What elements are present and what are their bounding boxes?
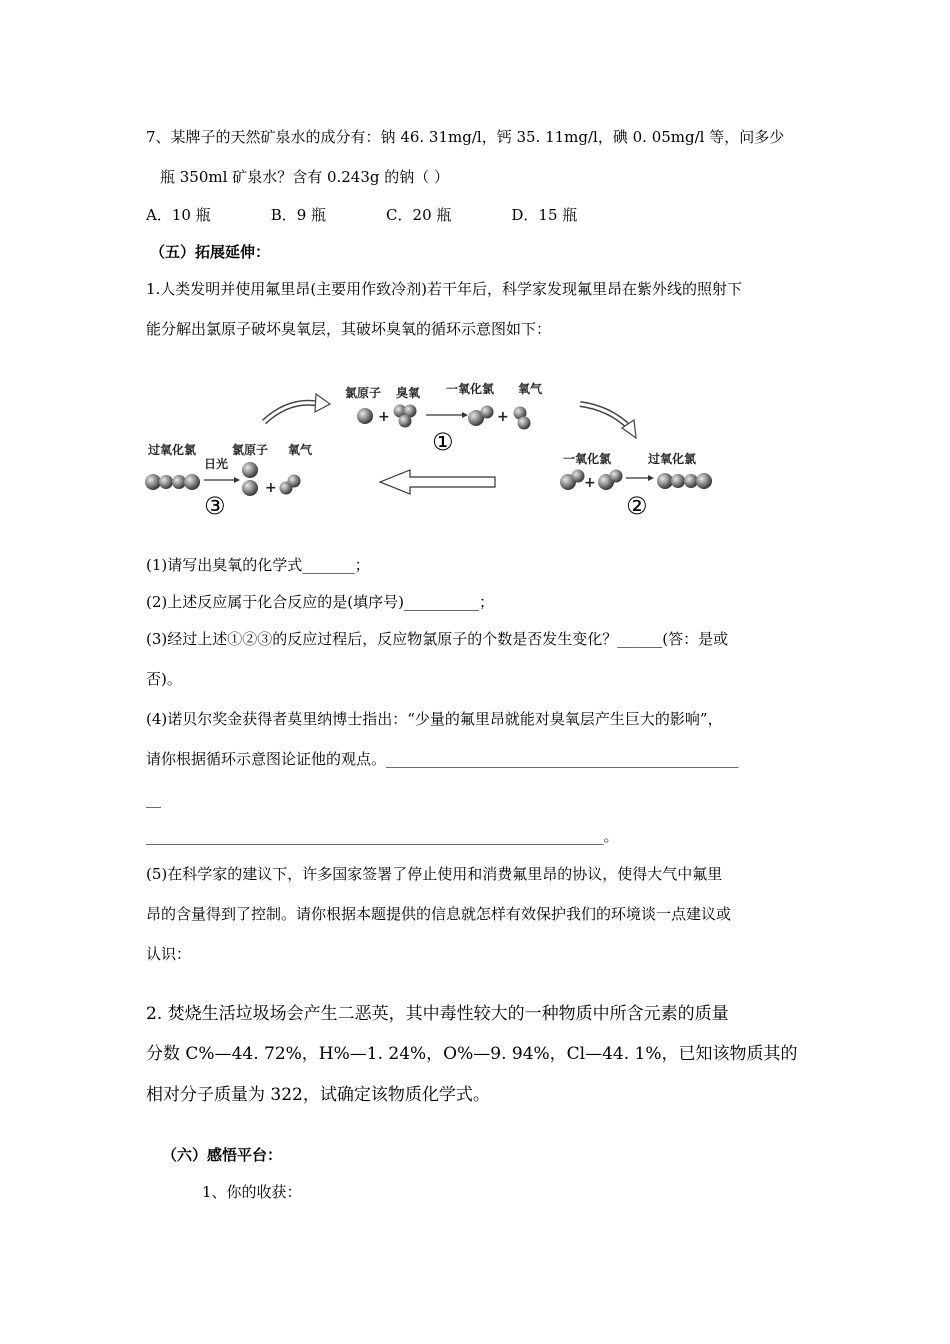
question-2: (2)上述反应属于化合反应的是(填序号)__________； (146, 593, 494, 611)
ozone-molecule (394, 405, 417, 428)
question-5-line1: (5)在科学家的建议下，许多国家签署了停止使用和消费氟里昂的协议，使得大气中氟里 (146, 865, 723, 883)
label-cl-atom-1: 氯原子 (345, 386, 382, 400)
q7-option-d: D．15 瓶 (511, 206, 578, 224)
plus-sign-4: + (584, 475, 596, 491)
clo-molecule-2 (560, 470, 585, 491)
label-peroxide-1: 过氧化氯 (148, 443, 197, 457)
question-4-line4: _____________________________________________________________。 (146, 827, 619, 845)
label-cl-atom-2: 氯原子 (232, 443, 269, 457)
q2-line1: 2. 焚烧生活垃圾场会产生二恶英，其中毒性较大的一种物质中所含元素的质量 (146, 1004, 729, 1024)
q7-line2: 瓶 350ml 矿泉水？含有 0.243g 的钠（ ） (160, 168, 450, 186)
question-5-line2: 昂的含量得到了控制。请你根据本题提供的信息就怎样有效保护我们的环境谈一点建议或 (146, 905, 732, 923)
clo-molecule-1 (468, 406, 494, 427)
section5-q1-line2: 能分解出氯原子破坏臭氧层，其破坏臭氧的循环示意图如下： (146, 320, 552, 338)
hollow-arrow-left-icon (380, 470, 495, 494)
step-mark-3: ③ (204, 492, 226, 520)
reaction-arrow-3 (204, 477, 240, 483)
question-3-line2: 否)。 (146, 670, 182, 688)
q7-option-a: A．10 瓶 (146, 206, 211, 224)
section5-q1-line1: 1.人类发明并使用氟里昂(主要用作致冷剂)若干年后，科学家发现氟里昂在紫外线的照射下 (146, 280, 743, 298)
question-3-line1: (3)经过上述①②③的反应过程后，反应物氯原子的个数是否发生变化？______(答：是或 (146, 630, 729, 648)
cl2o2-molecule-2 (657, 473, 712, 489)
ozone-cycle-diagram (140, 370, 740, 530)
label-clo-1: 一氧化氯 (446, 382, 495, 396)
section5-title: （五）拓展延伸： (150, 243, 271, 261)
step-mark-2: ② (626, 492, 648, 520)
section6-item1: 1、你的收获： (202, 1183, 302, 1201)
step-mark-1: ① (432, 428, 454, 456)
label-oxygen-2: 氧气 (288, 443, 313, 457)
cl-atoms-pair (242, 462, 258, 496)
question-4-line3: __ (146, 790, 161, 808)
label-ozone: 臭氧 (396, 386, 421, 400)
section6-title: （六）感悟平台： (162, 1146, 283, 1164)
label-sunlight: 日光 (204, 457, 229, 471)
q7-options (146, 205, 637, 225)
question-4-line1: (4)诺贝尔奖金获得者莫里纳博士指出：“少量的氟里昂就能对臭氧层产生巨大的影响”， (146, 710, 723, 728)
question-4-line2: 请你根据循环示意图论证他的观点。_______________________________________________ (146, 750, 739, 768)
q7-line1: 7、某牌子的天然矿泉水的成分有：钠 46. 31mg/l，钙 35. 11mg/l，碘 0. 05mg/l 等，问多少 (146, 128, 785, 146)
curved-arrow-right-icon (580, 404, 636, 438)
cl2o2-molecule-1 (145, 474, 200, 490)
oxygen-molecule-2 (280, 475, 301, 495)
oxygen-molecule-1 (514, 407, 531, 430)
label-peroxide-2: 过氧化氯 (648, 452, 697, 466)
question-1: (1)请写出臭氧的化学式_______； (146, 556, 370, 574)
plus-sign-3: + (265, 480, 277, 496)
plus-sign-1: + (378, 409, 390, 425)
q7-option-c: C．20 瓶 (386, 206, 452, 224)
label-oxygen-1: 氧气 (518, 382, 543, 396)
q7-option-b: B．9 瓶 (270, 206, 327, 224)
question-5-line3: 认识： (146, 945, 192, 963)
cl-atom-molecule (357, 408, 373, 424)
q2-line2: 分数 C%—44. 72%，H%—1. 24%，O%—9. 94%，Cl—44. 1%，已知该物质其的 (146, 1044, 798, 1064)
curved-arrow-left-icon (264, 394, 330, 422)
plus-sign-2: + (497, 409, 509, 425)
q2-line3: 相对分子质量为 322，试确定该物质化学式。 (146, 1085, 490, 1105)
clo-molecule-3 (598, 470, 623, 491)
reaction-arrow-2 (626, 475, 654, 481)
label-clo-2: 一氧化氯 (563, 452, 612, 466)
reaction-arrow-1 (426, 412, 468, 418)
